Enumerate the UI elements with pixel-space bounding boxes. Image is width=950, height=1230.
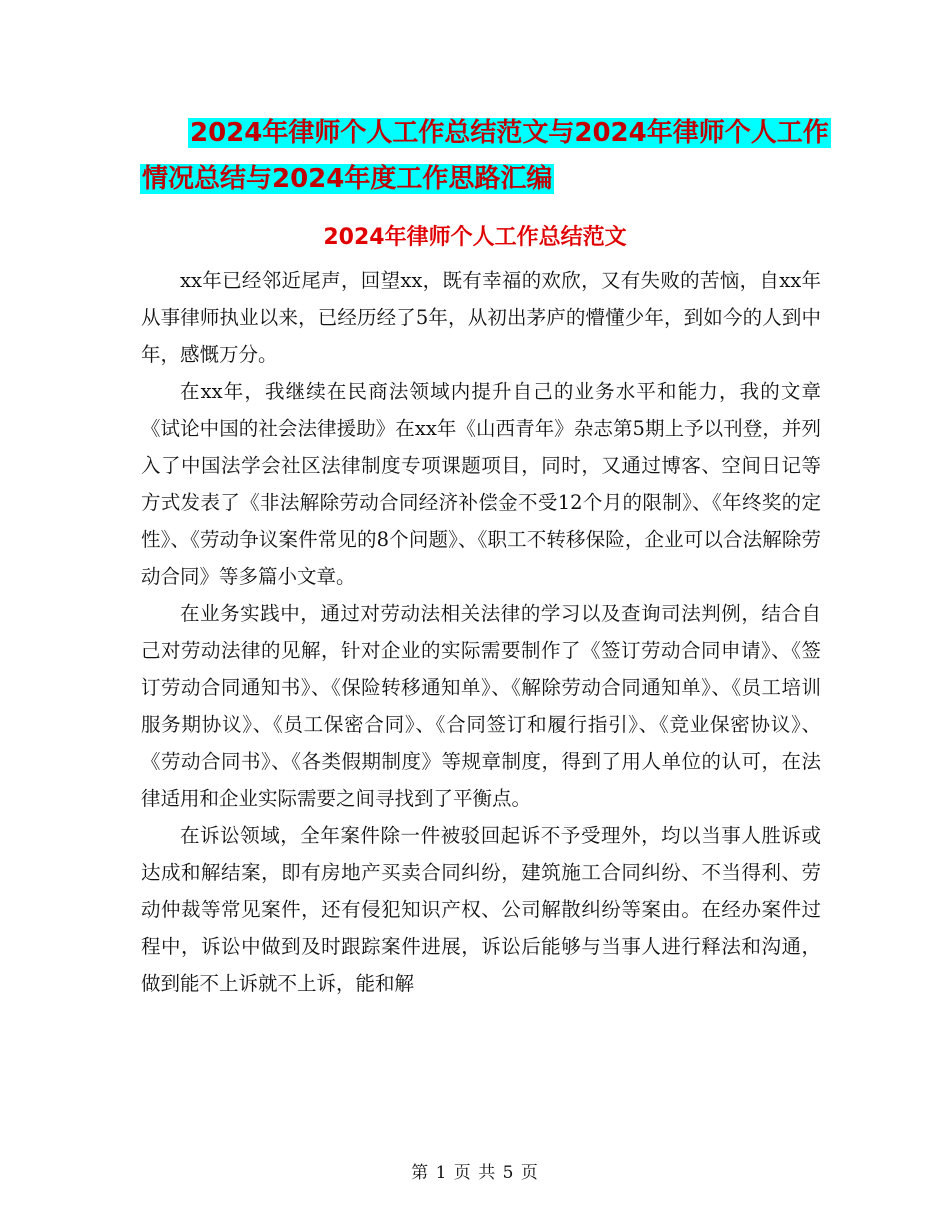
document-body xyxy=(141,262,821,1002)
paragraph-2: 在xx年，我继续在民商法领域内提升自己的业务水平和能力，我的文章《试论中国的社会法律援助》在xx年《山西青年》杂志第5期上予以刊登，并列入了中国法学会社区法律制度专项课题项目，同时，又通过博客、空间日记等方式发表了《非法解除劳动合同经济补偿金不受12个月的限制》、《年终奖的定性》、《劳动争议案件常见的8个问题》、《职工不转移保险，企业可以合法解除劳动合同》等多篇小文章。 xyxy=(141,380,821,588)
paragraph-4: 在诉讼领域，全年案件除一件被驳回起诉不予受理外，均以当事人胜诉或达成和解结案，即有房地产买卖合同纠纷，建筑施工合同纠纷、不当得利、劳动仲裁等常见案件，还有侵犯知识产权、公司解散纠纷等案由。在经办案件过程中，诉讼中做到及时跟踪案件进展，诉讼后能够与当事人进行释法和沟通，做到能不上诉就不上诉，能和解 xyxy=(141,824,821,995)
paragraph-1: xx年已经邻近尾声，回望xx，既有幸福的欢欣，又有失败的苦恼，自xx年从事律师执业以来，已经历经了5年，从初出茅庐的懵懂少年，到如今的人到中年，感慨万分。 xyxy=(141,269,821,366)
page-footer: 第 1 页 共 5 页 xyxy=(411,1163,539,1183)
title-line-1: 2024年律师个人工作总结范文与2024年律师个人工作 xyxy=(190,118,829,148)
paragraph-3: 在业务实践中，通过对劳动法相关法律的学习以及查询司法判例，结合自己对劳动法律的见解，针对企业的实际需要制作了《签订劳动合同申请》、《签订劳动合同通知书》、《保险转移通知单》、《解除劳动合同通知单》、《员工培训服务期协议》、《员工保密合同》、《合同签订和履行指引》、《竞业保密协议》、《劳动合同书》、《各类假期制度》等规章制度，得到了用人单位的认可，在法律适用和企业实际需要之间寻找到了平衡点。 xyxy=(141,602,821,810)
section-heading: 2024年律师个人工作总结范文 xyxy=(323,225,627,250)
title-line-2: 情况总结与2024年度工作思路汇编 xyxy=(142,164,553,194)
document-title xyxy=(0,110,950,202)
